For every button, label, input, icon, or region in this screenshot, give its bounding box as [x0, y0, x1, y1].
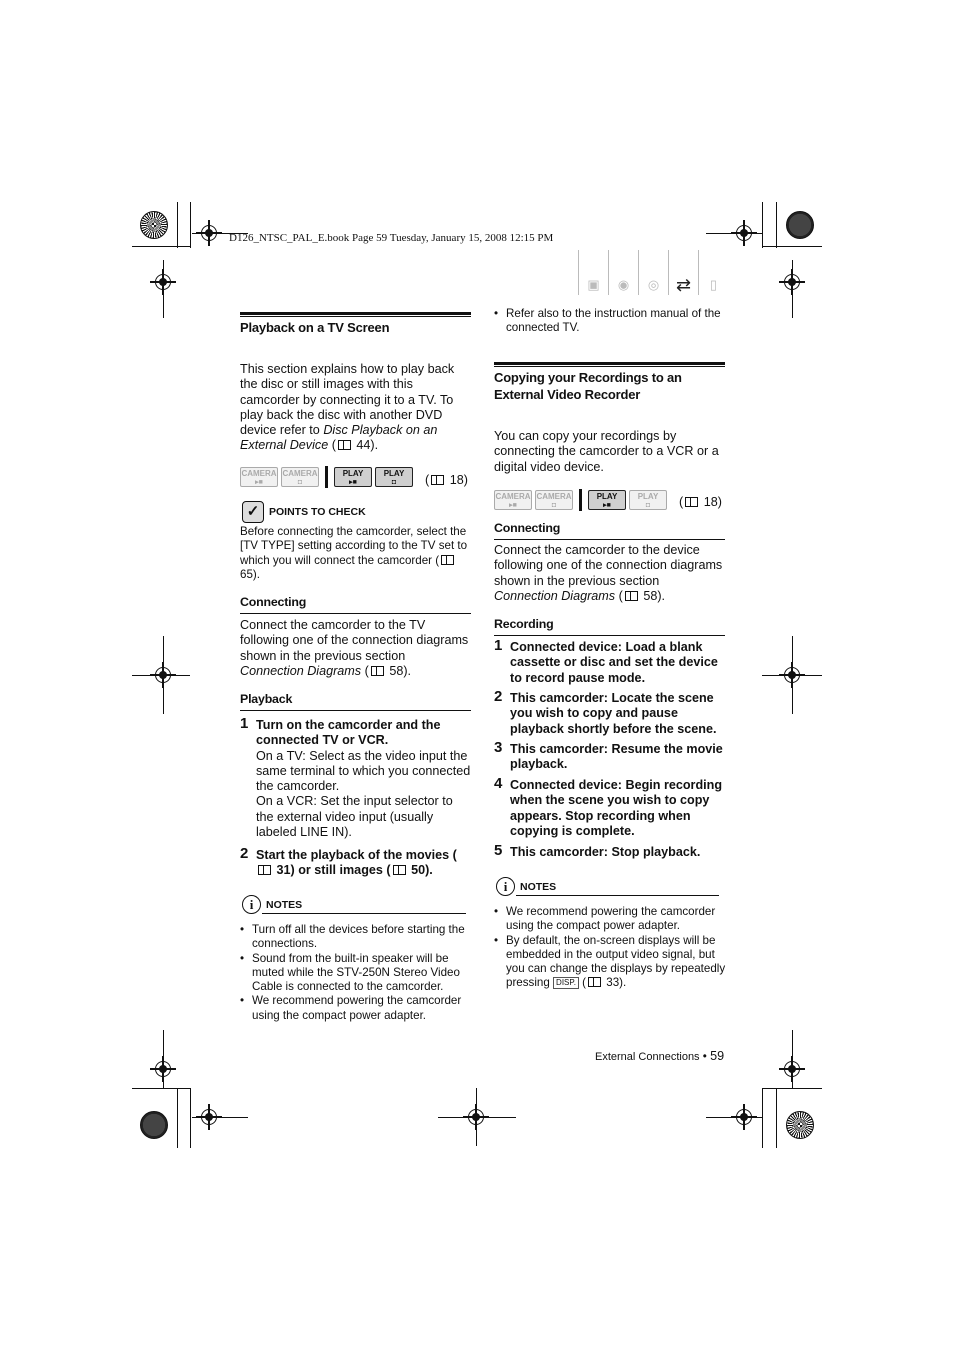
- mode-indicator: [240, 466, 413, 488]
- mode-play-photo: PLAY ◘: [375, 467, 413, 487]
- book-ref-icon: [625, 591, 638, 601]
- step-number: 4: [494, 775, 503, 792]
- crop-mark: [190, 1088, 191, 1148]
- footer-section: External Connections: [595, 1051, 700, 1063]
- points-to-check-heading: [242, 501, 366, 523]
- camera-movie-icon: ▣: [578, 250, 608, 295]
- connection-icon: ⇄: [668, 250, 698, 295]
- step-number: 2: [494, 688, 503, 705]
- step-title: [240, 845, 472, 879]
- mode-camera-photo: CAMERA ◘: [536, 492, 572, 509]
- list-item: • Refer also to the instruction manual of the connected TV.: [494, 307, 726, 336]
- step-1: [240, 715, 472, 840]
- book-icon: ▯: [698, 250, 728, 295]
- mode-indicator: [494, 489, 667, 511]
- crop-mark: [776, 1088, 777, 1148]
- mode-ref: ( 18): [679, 495, 722, 509]
- disp-key-icon: DISP.: [553, 977, 579, 989]
- registration-target-icon: [731, 1104, 757, 1130]
- intro-paragraph: This section explains how to play back the disc or still images with this camcorder by connecting it to a TV. To play back the disc with another DVD device refer to Disc Playback on an External Device ( 44).: [240, 362, 455, 453]
- section-tab-strip: [578, 250, 728, 295]
- subsection-rule: [240, 613, 471, 614]
- section-rule: [494, 366, 725, 367]
- section-title: Copying your Recordings to an External Video Recorder: [494, 370, 682, 402]
- registration-target-icon: [731, 220, 757, 246]
- step-5: [494, 842, 726, 860]
- info-icon: i: [496, 877, 515, 896]
- list-item: • We recommend powering the camcorder using the compact power adapter.: [240, 994, 472, 1023]
- mode-label: CAMERA: [495, 492, 531, 501]
- step-title: This camcorder: Stop playback.: [510, 845, 701, 859]
- connecting-italic-link: Connection Diagrams: [240, 663, 362, 678]
- page-number: 59: [710, 1049, 725, 1063]
- mode-label: PLAY: [596, 492, 618, 501]
- registration-target-icon: [196, 1104, 222, 1130]
- subsection-title: Connecting: [494, 521, 561, 535]
- info-icon: i: [242, 895, 261, 914]
- subsection-rule: [494, 635, 725, 636]
- subsection-title: Playback: [240, 692, 293, 706]
- camera-photo-icon: ◉: [608, 250, 638, 295]
- mode-camera-photo: CAMERA ◘: [282, 469, 318, 486]
- footer-bullet: •: [702, 1050, 707, 1063]
- registration-rosette-icon: [140, 1111, 168, 1139]
- subsection-rule: [240, 710, 471, 711]
- section-rule: [240, 312, 471, 315]
- mode-divider: [325, 466, 328, 488]
- registration-target-icon: [779, 1056, 805, 1082]
- crop-mark: [177, 202, 178, 248]
- step-number: 2: [240, 845, 249, 862]
- page-footer: [595, 1049, 724, 1063]
- page-ref: 33).: [606, 976, 627, 990]
- notes-heading: [242, 895, 302, 914]
- connecting-paragraph: Connect the camcorder to the device following one of the connection diagrams shown in the previous section Connection Diagrams ( 58).: [494, 543, 723, 603]
- connecting-italic-link: Connection Diagrams: [494, 588, 616, 603]
- mode-divider: [579, 489, 582, 511]
- points-label: POINTS TO CHECK: [269, 506, 366, 518]
- registration-target-icon: [196, 220, 222, 246]
- points-text: Before connecting the camcorder, select the [TV TYPE] setting according to the TV set to which you will connect the camcorder (: [240, 525, 468, 567]
- mode-camera-movie: CAMERA ▸■: [495, 492, 531, 509]
- section-title: Playback on a TV Screen: [240, 320, 390, 335]
- registration-target-icon: [150, 1056, 176, 1082]
- mode-play-movie: PLAY ▸■: [588, 490, 626, 510]
- mode-label: PLAY: [383, 469, 405, 478]
- registration-target-icon: [150, 269, 176, 295]
- crop-mark: [132, 1088, 190, 1089]
- step-title: Turn on the camcorder and the connected TV or VCR.: [256, 718, 441, 748]
- step-title-part: 31) or still images (: [276, 863, 391, 878]
- book-ref-icon: [258, 865, 271, 875]
- list-item: • Turn off all the devices before starting the connections.: [240, 923, 472, 952]
- page-ref: 58).: [389, 663, 412, 678]
- step-title: This camcorder: Resume the movie playback.: [510, 742, 723, 772]
- crop-mark: [762, 246, 822, 247]
- registration-target-icon: [463, 1104, 489, 1130]
- subsection-title: Recording: [494, 617, 554, 631]
- crop-mark: [762, 1088, 822, 1089]
- registration-target-icon: [779, 662, 805, 688]
- step-number: 5: [494, 842, 503, 859]
- crop-mark: [190, 202, 191, 248]
- subsection-rule: [494, 539, 725, 540]
- registration-rosette-icon: [786, 211, 814, 239]
- book-ref-icon: [441, 555, 454, 565]
- mode-label: PLAY: [342, 469, 364, 478]
- step-4: [494, 775, 726, 839]
- intro-italic-link: Disc Playback on an External Device: [240, 423, 438, 453]
- notes-list: [494, 905, 726, 991]
- step-title: Connected device: Load a blank cassette or disc and set the device to record pause mode.: [510, 640, 718, 685]
- registration-target-icon: [779, 269, 805, 295]
- step-title-part: Start the playback of the movies (: [256, 848, 457, 862]
- registration-rosette-icon: [140, 211, 168, 239]
- crop-mark: [762, 1088, 763, 1148]
- mode-camera-movie: CAMERA ▸■: [241, 469, 277, 486]
- list-item: • Sound from the built-in speaker will be muted while the STV-250N Stereo Video Cable is connected to the camcorder.: [240, 952, 472, 995]
- registration-target-icon: [150, 662, 176, 688]
- mode-label: CAMERA: [536, 492, 572, 501]
- section-rule: [494, 362, 725, 365]
- step-body: On a VCR: Set the input selector to the external video input (usually labeled LINE IN).: [256, 794, 453, 840]
- mode-ref: ( 18): [425, 473, 468, 487]
- book-ref-icon: [393, 865, 406, 875]
- book-ref-icon: [685, 497, 698, 507]
- step-2: [240, 845, 472, 879]
- step-title: This camcorder: Locate the scene you wish to copy and pause playback shortly before the scene.: [510, 691, 717, 736]
- subsection-title: Connecting: [240, 595, 307, 609]
- step-number: 3: [494, 739, 503, 756]
- mode-label: PLAY: [637, 492, 659, 501]
- page-ref: 18): [449, 473, 468, 487]
- step-title-part: 50).: [411, 863, 433, 878]
- notes-heading: [496, 877, 556, 896]
- step-number: 1: [494, 637, 503, 654]
- step-title: Connected device: Begin recording when the scene you wish to copy appears. Stop recording when copying is complete.: [510, 778, 723, 838]
- book-ref-icon: [431, 475, 444, 485]
- crop-mark: [762, 202, 763, 248]
- notes-list: [240, 923, 472, 1023]
- crop-mark: [177, 1088, 178, 1148]
- registration-rosette-icon: [786, 1111, 814, 1139]
- crop-mark: [132, 246, 190, 247]
- checkmark-icon: ✓: [242, 501, 264, 523]
- intro-paragraph: You can copy your recordings by connecting the camcorder to a VCR or a digital video device.: [494, 429, 719, 474]
- print-header: D126_NTSC_PAL_E.book Page 59 Tuesday, January 15, 2008 12:15 PM: [229, 232, 554, 244]
- step-2: [494, 688, 726, 737]
- step-body: On a TV: Select as the video input the same terminal to which you connected the camcorder.: [256, 748, 471, 794]
- section-rule: [240, 316, 471, 317]
- book-ref-icon: [338, 440, 351, 450]
- mode-play-photo: PLAY ◘: [629, 490, 667, 510]
- top-note-list: [494, 307, 726, 336]
- book-ref-icon: [588, 977, 601, 987]
- page-ref: 44).: [356, 438, 379, 453]
- mode-play-movie: PLAY ▸■: [334, 467, 372, 487]
- points-paragraph: [240, 525, 472, 582]
- mode-label: CAMERA: [282, 469, 318, 478]
- notes-label: NOTES: [266, 898, 303, 911]
- notes-rule: [262, 913, 466, 914]
- connecting-text: Connect the camcorder to the device following one of the connection diagrams shown in the previous section: [494, 543, 723, 588]
- disc-icon: ◎: [638, 250, 668, 295]
- list-item: • By default, the on-screen displays will be embedded in the output video signal, but you can change the displays by repeatedly pressing DISP. ( 33).: [494, 934, 726, 991]
- notes-rule: [516, 895, 719, 896]
- crop-mark: [776, 202, 777, 248]
- list-item: • We recommend powering the camcorder using the compact power adapter.: [494, 905, 726, 934]
- step-number: 1: [240, 715, 249, 732]
- step-1: [494, 637, 726, 686]
- note-text: By default, the on-screen displays will be embedded in the output video signal, but you can change the displays by repeatedly pressing: [506, 933, 726, 990]
- intro-text: This section explains how to play back the disc or still images with this camcorder by connecting it to a TV. To play back the disc with another DVD device refer to: [240, 362, 455, 438]
- connecting-paragraph: Connect the camcorder to the TV following one of the connection diagrams shown in the previous section Connection Diagrams ( 58).: [240, 618, 469, 678]
- step-3: [494, 739, 726, 773]
- page-ref: 18): [703, 495, 722, 509]
- page-ref: 58).: [643, 588, 666, 603]
- connecting-text: Connect the camcorder to the TV following one of the connection diagrams shown in the previous section: [240, 618, 469, 663]
- mode-label: CAMERA: [241, 469, 277, 478]
- book-ref-icon: [371, 666, 384, 676]
- page-ref: 65).: [240, 567, 260, 581]
- notes-label: NOTES: [520, 880, 557, 893]
